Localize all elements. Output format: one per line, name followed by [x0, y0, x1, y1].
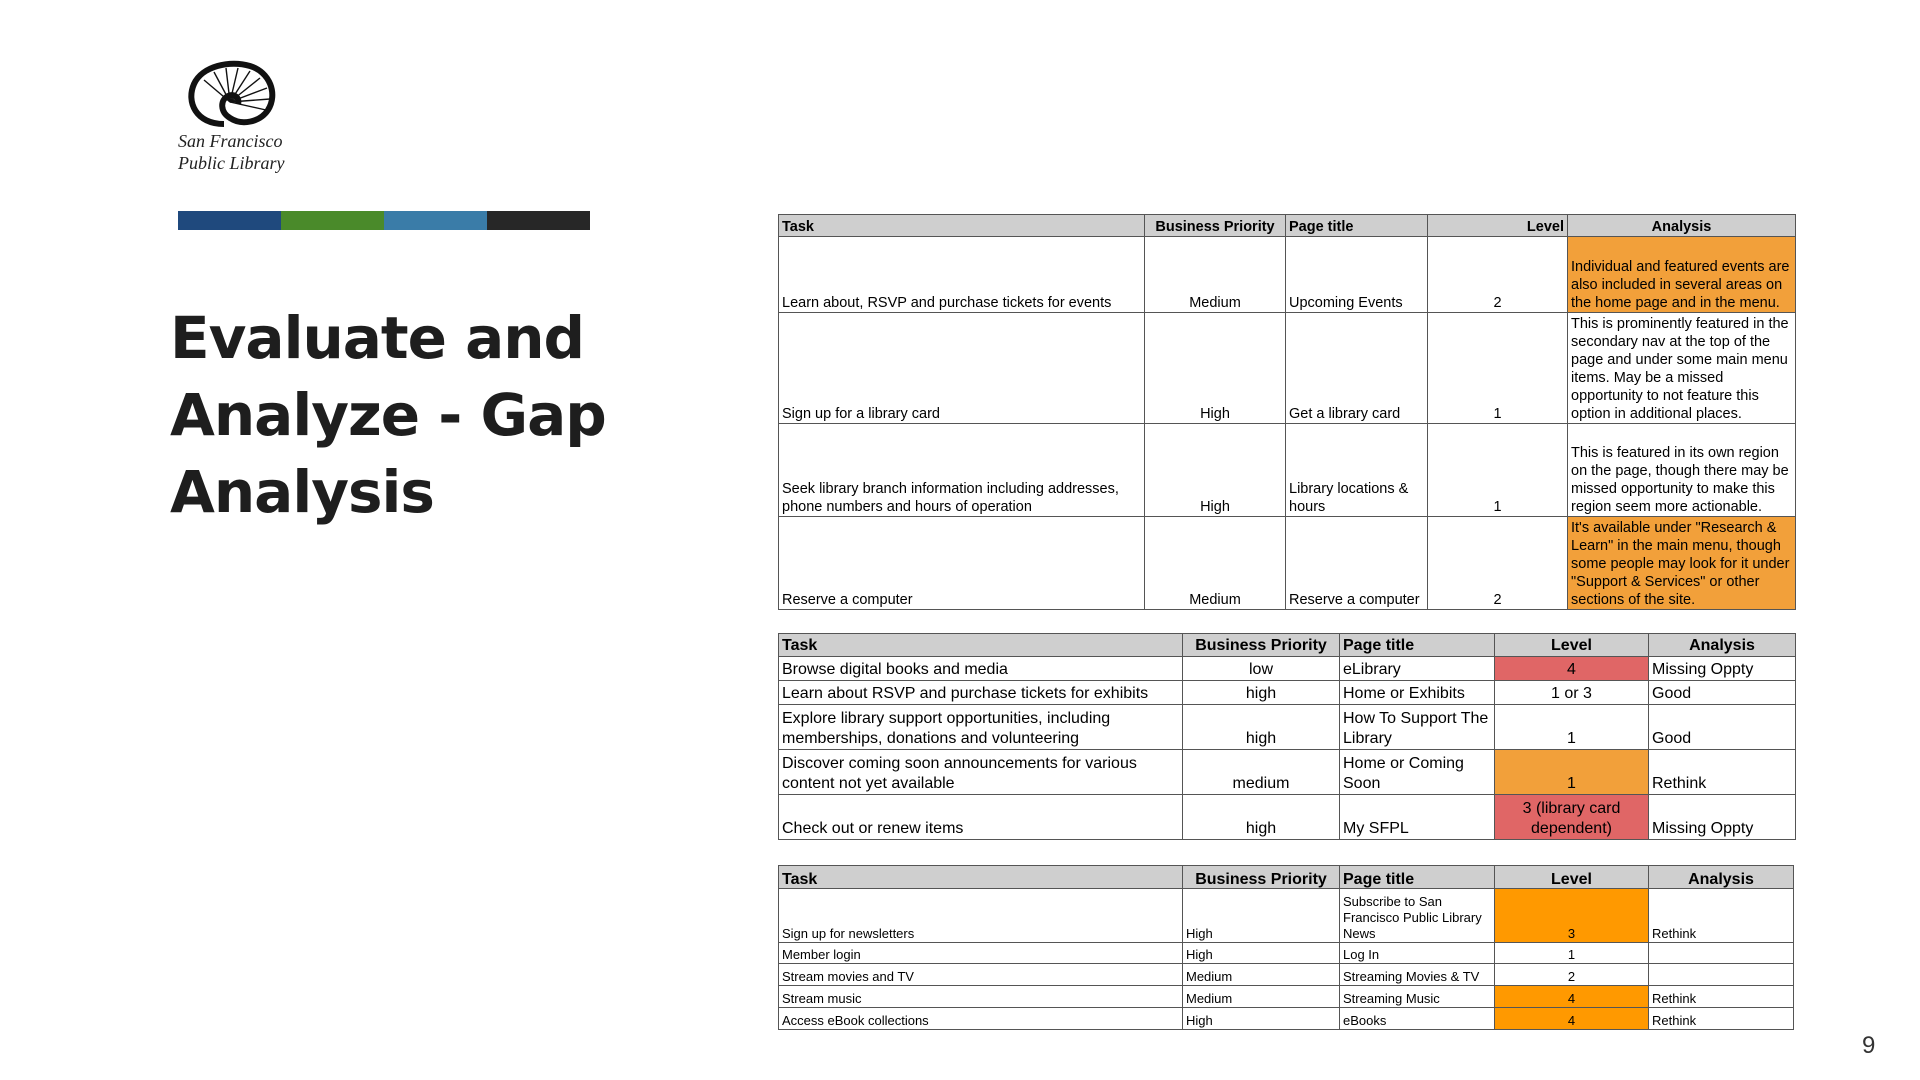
analysis-cell: [1649, 943, 1794, 964]
color-segment-navy: [178, 211, 281, 230]
header-analysis: Analysis: [1568, 215, 1796, 237]
table-header-row: [779, 215, 1796, 237]
table-header-row: [779, 634, 1796, 657]
task-cell: Sign up for newsletters: [779, 889, 1183, 943]
level-cell: 2: [1495, 964, 1649, 986]
header-business-priority: Business Priority: [1145, 215, 1286, 237]
analysis-cell: Rethink: [1649, 750, 1796, 795]
page-title-cell: My SFPL: [1340, 795, 1495, 840]
priority-cell: Medium: [1145, 237, 1286, 313]
priority-cell: low: [1183, 657, 1340, 681]
gap-analysis-table-1: [778, 214, 1796, 610]
table-row: [779, 424, 1796, 517]
analysis-cell: Missing Oppty: [1649, 795, 1796, 840]
task-cell: Learn about RSVP and purchase tickets for exhibits: [779, 681, 1183, 705]
level-cell: 1: [1428, 313, 1568, 424]
page-title-cell: Streaming Music: [1340, 986, 1495, 1008]
page-title-cell: How To Support The Library: [1340, 705, 1495, 750]
header-page-title: Page title: [1286, 215, 1428, 237]
level-cell: 1: [1495, 750, 1649, 795]
header-analysis: Analysis: [1649, 866, 1794, 889]
analysis-cell: Good: [1649, 681, 1796, 705]
page-title-cell: Home or Coming Soon: [1340, 750, 1495, 795]
page-title-cell: eLibrary: [1340, 657, 1495, 681]
priority-cell: High: [1145, 313, 1286, 424]
analysis-cell: This is prominently featured in the secondary nav at the top of the page and under some main menu items. May be a missed opportunity to not feature this option in additional places.: [1568, 313, 1796, 424]
priority-cell: High: [1183, 1008, 1340, 1030]
page-title-cell: Subscribe to San Francisco Public Library News: [1340, 889, 1495, 943]
gap-analysis-table-2: [778, 633, 1796, 840]
level-cell: 4: [1495, 1008, 1649, 1030]
page-title-cell: Streaming Movies & TV: [1340, 964, 1495, 986]
table-row: [779, 889, 1794, 943]
table-row: [779, 795, 1796, 840]
table-header-row: [779, 866, 1794, 889]
level-cell: 2: [1428, 517, 1568, 610]
level-cell: 2: [1428, 237, 1568, 313]
header-level: Level: [1495, 866, 1649, 889]
priority-cell: Medium: [1145, 517, 1286, 610]
table-row: [779, 237, 1796, 313]
priority-cell: high: [1183, 795, 1340, 840]
table-row: [779, 657, 1796, 681]
table-row: [779, 681, 1796, 705]
header-level: Level: [1428, 215, 1568, 237]
logo-name-line2: Public Library: [178, 153, 285, 173]
page-title-cell: Upcoming Events: [1286, 237, 1428, 313]
header-analysis: Analysis: [1649, 634, 1796, 657]
header-business-priority: Business Priority: [1183, 866, 1340, 889]
table-row: [779, 943, 1794, 964]
table-row: [779, 517, 1796, 610]
priority-cell: Medium: [1183, 964, 1340, 986]
gap-analysis-table-3: [778, 865, 1794, 1030]
page-title-cell: Get a library card: [1286, 313, 1428, 424]
task-cell: Learn about, RSVP and purchase tickets for events: [779, 237, 1145, 313]
page-title-cell: Library locations & hours: [1286, 424, 1428, 517]
level-cell: 1: [1495, 943, 1649, 964]
task-cell: Explore library support opportunities, including memberships, donations and volunteering: [779, 705, 1183, 750]
color-segment-blue: [384, 211, 487, 230]
sfpl-logo[interactable]: [178, 58, 298, 172]
priority-cell: Medium: [1183, 986, 1340, 1008]
task-cell: Seek library branch information including addresses, phone numbers and hours of operation: [779, 424, 1145, 517]
page-title-cell: eBooks: [1340, 1008, 1495, 1030]
table-row: [779, 964, 1794, 986]
priority-cell: High: [1183, 889, 1340, 943]
task-cell: Stream music: [779, 986, 1183, 1008]
header-business-priority: Business Priority: [1183, 634, 1340, 657]
task-cell: Discover coming soon announcements for various content not yet available: [779, 750, 1183, 795]
priority-cell: medium: [1183, 750, 1340, 795]
analysis-cell: Missing Oppty: [1649, 657, 1796, 681]
logo-name-line1: San Francisco: [178, 131, 283, 151]
header-level: Level: [1495, 634, 1649, 657]
page-title-cell: Log In: [1340, 943, 1495, 964]
task-cell: Check out or renew items: [779, 795, 1183, 840]
analysis-cell: It's available under "Research & Learn" in the main menu, though some people may look for it under "Support & Services" or other sections of the site.: [1568, 517, 1796, 610]
priority-cell: high: [1183, 681, 1340, 705]
analysis-cell: Good: [1649, 705, 1796, 750]
task-cell: Member login: [779, 943, 1183, 964]
task-cell: Access eBook collections: [779, 1008, 1183, 1030]
analysis-cell: [1649, 964, 1794, 986]
priority-cell: High: [1183, 943, 1340, 964]
level-cell: 3 (library card dependent): [1495, 795, 1649, 840]
table-row: [779, 1008, 1794, 1030]
page-title-cell: Reserve a computer: [1286, 517, 1428, 610]
level-cell: 4: [1495, 986, 1649, 1008]
priority-cell: High: [1145, 424, 1286, 517]
table-row: [779, 986, 1794, 1008]
analysis-cell: Rethink: [1649, 1008, 1794, 1030]
analysis-cell: Individual and featured events are also included in several areas on the home page and in the menu.: [1568, 237, 1796, 313]
header-task: Task: [779, 634, 1183, 657]
header-task: Task: [779, 215, 1145, 237]
task-cell: Sign up for a library card: [779, 313, 1145, 424]
header-page-title: Page title: [1340, 866, 1495, 889]
slide-title: Evaluate and Analyze - Gap Analysis: [170, 304, 606, 526]
table-row: [779, 313, 1796, 424]
level-cell: 1: [1495, 705, 1649, 750]
page-number: 9: [1862, 1032, 1876, 1059]
analysis-cell: This is featured in its own region on the page, though there may be missed opportunity to make this region seem more actionable.: [1568, 424, 1796, 517]
table-row: [779, 750, 1796, 795]
table-row: [779, 705, 1796, 750]
color-segment-green: [281, 211, 384, 230]
page-title-cell: Home or Exhibits: [1340, 681, 1495, 705]
priority-cell: high: [1183, 705, 1340, 750]
task-cell: Browse digital books and media: [779, 657, 1183, 681]
color-segment-black: [487, 211, 590, 230]
level-cell: 3: [1495, 889, 1649, 943]
header-page-title: Page title: [1340, 634, 1495, 657]
task-cell: Stream movies and TV: [779, 964, 1183, 986]
level-cell: 1: [1428, 424, 1568, 517]
analysis-cell: Rethink: [1649, 986, 1794, 1008]
analysis-cell: Rethink: [1649, 889, 1794, 943]
nautilus-shell-icon: [184, 58, 278, 128]
task-cell: Reserve a computer: [779, 517, 1145, 610]
level-cell: 1 or 3: [1495, 681, 1649, 705]
header-task: Task: [779, 866, 1183, 889]
level-cell: 4: [1495, 657, 1649, 681]
brand-color-bar: [178, 211, 590, 230]
